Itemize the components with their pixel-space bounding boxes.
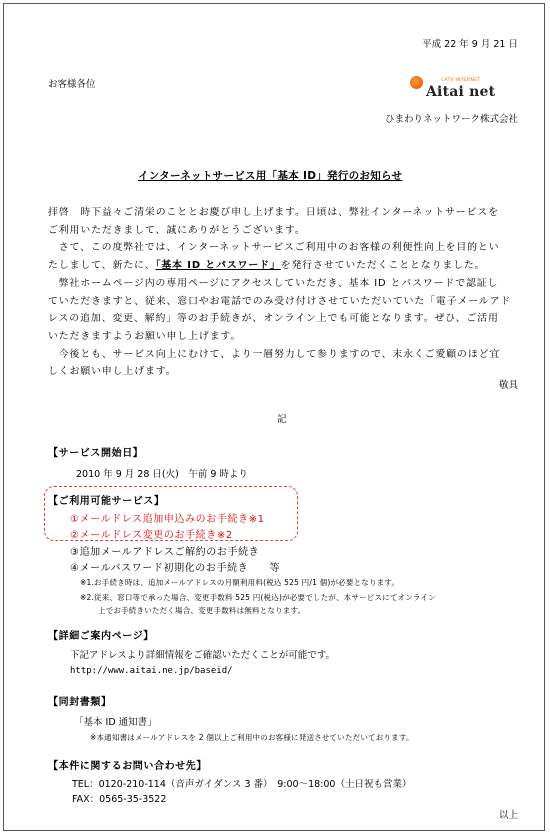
- logo-tagline: CATV INTERNET: [441, 78, 481, 83]
- paragraph-line: レスの追加、変更、解約」等のお手続きが、オンライン上でも可能となります。ぜひ、ご活用: [48, 313, 499, 325]
- text-span: を発行させていただくこととなりました。: [280, 260, 486, 272]
- details-heading: 【詳細ご案内ページ】: [48, 631, 154, 642]
- service-item-1: ①メールドレス追加申込みのお手続き※1: [70, 514, 265, 525]
- enclosed-heading: 【同封書類】: [48, 697, 112, 708]
- paragraph-line: 今後とも、サービス向上にむけて、より一層努力して参りますので、末永くご愛顧のほど宜: [48, 348, 501, 360]
- logo-name: Aitai net: [426, 84, 496, 100]
- company-name: ひまわりネットワーク株式会社: [384, 114, 518, 125]
- paragraph-line: ご利用いただきまして、誠にありがとうございます。: [48, 224, 306, 236]
- details-text: 下記アドレスより詳細情報をご確認いただくことが可能です。: [70, 650, 335, 661]
- service-note-2: ※2.従来、窓口等で承った場合、変更手数料 525 円(税込)が必要でしたが、本サービスにてオンライン: [80, 593, 436, 602]
- sun-ball-logo-icon: [410, 76, 423, 89]
- service-item-4: ④メールパスワード初期化のお手続き 等: [70, 563, 281, 574]
- paragraph-line: 拝啓 時下益々ご清栄のこととお慶び申し上げます。日頃は、弊社インターネットサービスを: [48, 207, 499, 218]
- closing: 敬具: [498, 380, 518, 391]
- contact-fax: FAX：0565-35-3522: [72, 794, 167, 805]
- end-mark: 以上: [498, 810, 518, 821]
- highlight-text: 「基本 ID とパスワード」: [155, 260, 281, 272]
- start-date-value: 2010 年 9 月 28 日(火) 午前 9 時より: [76, 469, 248, 480]
- recipient: お客様各位: [48, 79, 96, 90]
- date: 平成 22 年 9 月 21 日: [422, 39, 518, 50]
- contact-tel: TEL：0120-210-114（音声ガイダンス 3 番） 9:00～18:00（土日祝も営業）: [72, 779, 412, 790]
- letter-body: [48, 204, 511, 381]
- contact-heading: 【本件に関するお問い合わせ先】: [48, 761, 207, 772]
- start-date-heading: 【サービス開始日】: [48, 448, 144, 459]
- services-heading: 【ご利用可能サービス】: [48, 496, 165, 507]
- document-page: [3, 3, 545, 831]
- service-note-1: ※1.お手続き時は、追加メールアドレスの月額利用料(税込 525 円/1 個)が必要となります。: [80, 578, 400, 587]
- text-span: たしまして、新たに、: [48, 260, 156, 272]
- paragraph-line: しくお願い申し上げます。: [48, 366, 177, 378]
- paragraph-line: 弊社ホームページ内の専用ページにアクセスしていただき、基本 ID とパスワードで認証し: [48, 277, 499, 289]
- details-url[interactable]: http://www.aitai.ne.jp/baseid/: [70, 666, 233, 676]
- service-item-3: ③追加メールアドレスご解約のお手続き: [70, 547, 260, 558]
- paragraph-line: さて、この度弊社では、インターネットサービスご利用中のお客様の利便性向上を目的とい: [48, 242, 500, 254]
- paragraph-line: ていただきますと、従来、窓口やお電話でのみ受け付けさせていただいていた「電子メールアド: [48, 295, 512, 307]
- paragraph-line: [48, 257, 511, 275]
- enclosed-note: ※本通知書はメールアドレスを 2 個以上ご利用中のお客様に発送させていただいております。: [90, 733, 414, 742]
- service-note-2-cont: 上でお手続きいただく場合、変更手数料は無料となります。: [98, 606, 306, 615]
- enclosed-item: 「基本 ID 通知書」: [74, 717, 157, 728]
- service-item-2: ②メールドレス変更のお手続き※2: [70, 530, 233, 541]
- page-title: インターネットサービス用「基本 ID」発行のお知らせ: [138, 170, 403, 182]
- ki-label: 記: [277, 414, 287, 425]
- paragraph-line: いただきますようお願い申し上げます。: [48, 330, 242, 342]
